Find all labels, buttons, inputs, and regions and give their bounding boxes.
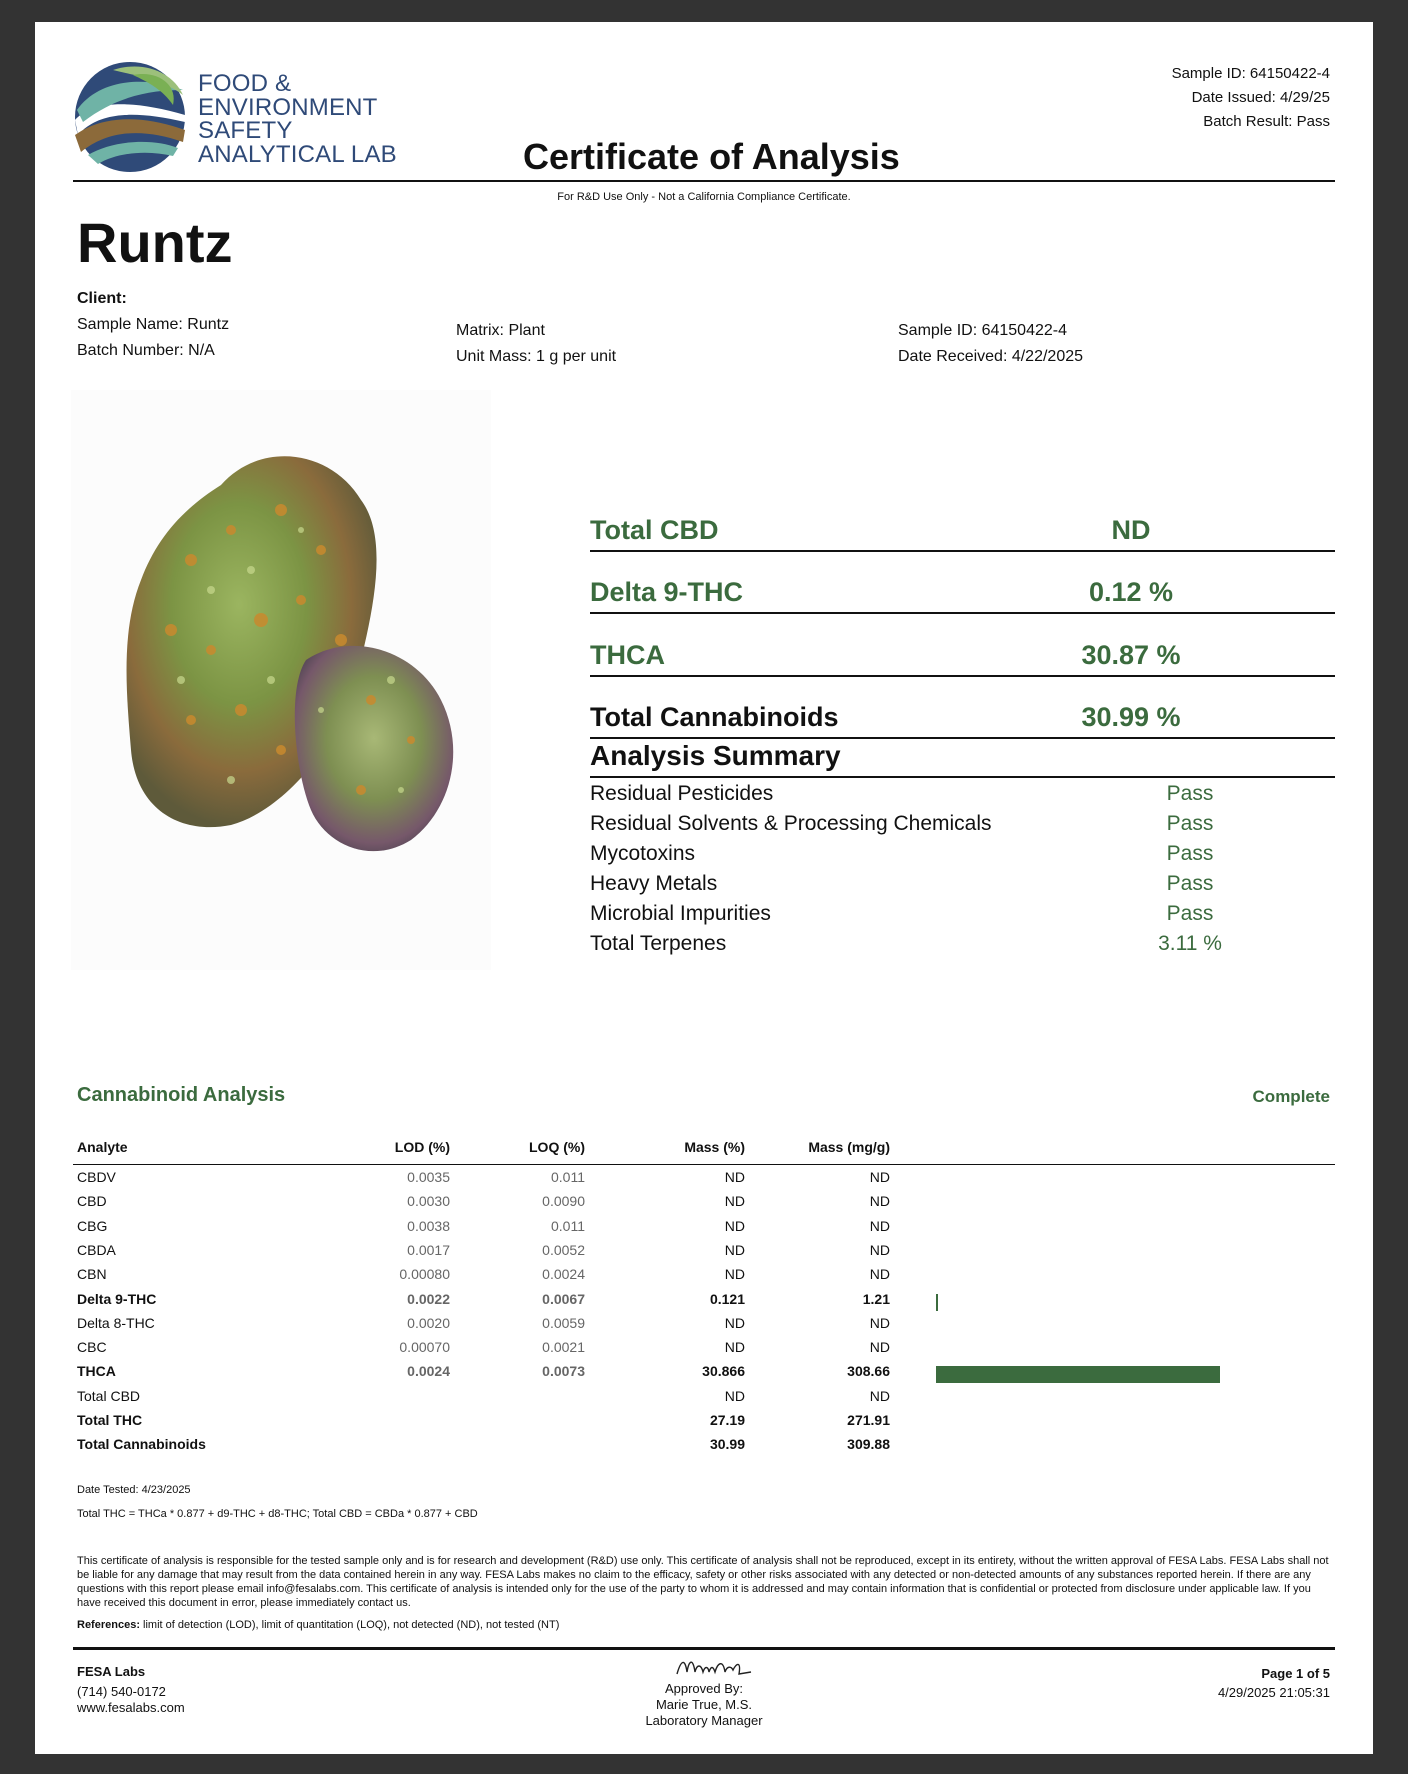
- cell-lod: 0.0035: [407, 1169, 450, 1185]
- cell-mg: 308.66: [847, 1363, 890, 1380]
- header-mg: Mass (mg/g): [808, 1139, 890, 1155]
- analysis-result: Pass: [1166, 872, 1214, 895]
- summary-label: THCA: [590, 640, 665, 670]
- analysis-result: 3.11 %: [1158, 932, 1222, 955]
- cell-analyte: CBDA: [77, 1241, 116, 1258]
- header-batch-result: Batch Result: Pass: [1203, 113, 1330, 130]
- analysis-label: Microbial Impurities: [590, 902, 771, 925]
- cell-mass: 27.19: [709, 1412, 745, 1428]
- cell-mg: ND: [869, 1241, 890, 1258]
- summary-row-delta9-thc: [590, 552, 1335, 614]
- header-loq: LOQ (%): [529, 1139, 585, 1155]
- analysis-row: [590, 902, 1335, 932]
- cell-mg: 1.21: [862, 1290, 890, 1307]
- product-name: Runtz: [77, 211, 233, 274]
- header-mass: Mass (%): [684, 1139, 745, 1155]
- fesa-logo-text: [198, 72, 397, 166]
- cannabinoid-analysis-title: Cannabinoid Analysis: [77, 1084, 286, 1106]
- summary-value: 30.87 %: [1081, 640, 1181, 670]
- batch-number: Batch Number: N/A: [77, 342, 215, 359]
- cell-analyte: CBG: [77, 1217, 108, 1234]
- table-row: [73, 1193, 1335, 1217]
- summary-value: 30.99 %: [1081, 702, 1181, 732]
- cell-lod: 0.0030: [407, 1193, 450, 1210]
- cell-analyte: Total Cannabinoids: [77, 1436, 206, 1453]
- disclaimer: For R&D Use Only - Not a California Compliance Certificate.: [557, 191, 851, 203]
- cell-lod: 0.00080: [399, 1266, 450, 1283]
- logo-line: ENVIRONMENT: [198, 93, 378, 121]
- header-divider: [73, 180, 1335, 182]
- table-row: [73, 1169, 1335, 1193]
- client-label: Client:: [77, 290, 127, 307]
- summary-label: Delta 9-THC: [590, 577, 744, 607]
- sample-id: Sample ID: 64150422-4: [898, 322, 1067, 339]
- product-image: [71, 390, 491, 970]
- cell-mass: ND: [724, 1169, 745, 1185]
- fesa-logo-icon: [73, 60, 188, 175]
- analysis-label: Mycotoxins: [590, 842, 696, 865]
- cell-mg: 309.88: [847, 1436, 890, 1453]
- coa-page: [35, 22, 1373, 1754]
- logo-line: ANALYTICAL LAB: [198, 140, 397, 168]
- table-row: [73, 1363, 1335, 1387]
- cell-loq: 0.0021: [542, 1339, 585, 1356]
- analysis-label: Residual Solvents & Processing Chemicals: [590, 812, 992, 835]
- analysis-row: [590, 932, 1335, 962]
- footer-divider: [73, 1647, 1335, 1650]
- company-name: FESA Labs: [77, 1664, 146, 1679]
- table-row: [73, 1412, 1335, 1436]
- analysis-row: [590, 812, 1335, 842]
- summary-row-thca: [590, 615, 1335, 677]
- cell-mg: ND: [869, 1314, 890, 1331]
- cell-lod: 0.0038: [407, 1217, 450, 1234]
- table-row: [73, 1266, 1335, 1290]
- cell-loq: 0.0067: [542, 1290, 585, 1307]
- header-date-issued: Date Issued: 4/29/25: [1191, 89, 1330, 106]
- cell-mg: ND: [869, 1387, 890, 1404]
- approved-by: Approved By:: [664, 1681, 744, 1696]
- summary-row-total-cannabinoids: [590, 677, 1335, 739]
- cell-lod: 0.00070: [399, 1339, 450, 1356]
- analysis-row: [590, 842, 1335, 872]
- cell-mass: ND: [724, 1217, 745, 1234]
- signature: [675, 1652, 755, 1682]
- cell-loq: 0.0024: [542, 1266, 585, 1283]
- table-header: [73, 1139, 1335, 1165]
- date-received: Date Received: 4/22/2025: [898, 348, 1084, 365]
- references-text: limit of detection (LOD), limit of quantitation (LOQ), not detected (ND), not tested (NT): [139, 1619, 560, 1631]
- table-row: [73, 1315, 1335, 1339]
- cell-loq: 0.0059: [542, 1314, 585, 1331]
- logo-line: SAFETY: [198, 117, 293, 144]
- references-label: References:: [77, 1619, 140, 1631]
- cell-analyte: CBDV: [77, 1169, 116, 1185]
- cell-analyte: Delta 9-THC: [77, 1290, 157, 1307]
- cell-mass: ND: [724, 1193, 745, 1210]
- cannabis-flower-icon: [71, 390, 491, 970]
- cell-mass: 0.121: [709, 1290, 745, 1307]
- cell-analyte: THCA: [77, 1363, 116, 1380]
- signature-icon: [675, 1652, 755, 1682]
- unit-mass: Unit Mass: 1 g per unit: [456, 348, 617, 365]
- cell-lod: 0.0017: [407, 1241, 450, 1258]
- matrix: Matrix: Plant: [456, 322, 545, 339]
- formula-note: Total THC = THCa * 0.877 + d9-THC + d8-THC; Total CBD = CBDa * 0.877 + CBD: [77, 1508, 478, 1520]
- concentration-bar: [936, 1294, 938, 1311]
- cell-mass: ND: [724, 1339, 745, 1356]
- header-lod: LOD (%): [394, 1139, 450, 1155]
- cell-loq: 0.011: [551, 1169, 585, 1185]
- cell-loq: 0.0090: [542, 1193, 585, 1210]
- analysis-summary-divider: [590, 776, 1335, 778]
- company-phone: (714) 540-0172: [77, 1684, 166, 1699]
- summary-value: 0.12 %: [1088, 577, 1174, 607]
- footer-timestamp: 4/29/2025 21:05:31: [1217, 1685, 1330, 1700]
- cell-analyte: Delta 8-THC: [77, 1314, 155, 1331]
- analysis-row: [590, 872, 1335, 902]
- cell-analyte: CBN: [77, 1266, 107, 1283]
- fesa-logo: [73, 60, 397, 178]
- cell-mass: ND: [724, 1241, 745, 1258]
- summary-label: Total Cannabinoids: [590, 702, 839, 732]
- summary-row-total-cbd: [590, 490, 1335, 552]
- summary-label: Total CBD: [590, 515, 719, 545]
- cell-mg: ND: [869, 1217, 890, 1234]
- cell-analyte: CBD: [77, 1193, 107, 1210]
- page-number: Page 1 of 5: [1261, 1666, 1330, 1681]
- cell-mg: ND: [869, 1266, 890, 1283]
- client-info-middle: [456, 318, 616, 370]
- analysis-result: Pass: [1166, 902, 1214, 925]
- footer-page-info: [1218, 1664, 1330, 1702]
- analysis-summary-title: Analysis Summary: [590, 740, 841, 771]
- cell-lod: 0.0020: [407, 1314, 450, 1331]
- cell-mass: 30.99: [709, 1436, 745, 1453]
- cell-mass: ND: [724, 1387, 745, 1404]
- client-info-left: [77, 286, 229, 364]
- sample-name: Sample Name: Runtz: [77, 316, 230, 333]
- cell-loq: 0.0052: [542, 1241, 585, 1258]
- status-badge: Complete: [1252, 1087, 1330, 1106]
- table-row: [73, 1218, 1335, 1242]
- logo-line: FOOD &: [198, 70, 292, 97]
- table-row: [73, 1291, 1335, 1315]
- cell-mass: 30.866: [702, 1363, 745, 1380]
- table-row: [73, 1339, 1335, 1363]
- analysis-row: [590, 782, 1335, 812]
- summary-value: ND: [1111, 515, 1151, 545]
- analysis-result: Pass: [1166, 782, 1214, 805]
- analysis-label: Heavy Metals: [590, 872, 718, 895]
- date-tested: Date Tested: 4/23/2025: [77, 1484, 191, 1496]
- table-row: [73, 1436, 1335, 1460]
- cell-analyte: Total THC: [77, 1412, 143, 1428]
- cell-mg: ND: [869, 1169, 890, 1185]
- legal-text: This certificate of analysis is responsible for the tested sample only and is for research and development (R&D) use only. This certificate of analysis shall not be reproduced, except in its entirety, without the written approval of FESA Labs. FESA Labs shall not be liable for any damage that may result from the data contained herein in any way. FESA Labs makes no claim to the efficacy, safety or other risks associated with any detected or non-detected amounts of any substances reported herein. If there are any questions with this report please email info@fesalabs.com. This certificate of analysis is intended only for the use of the party to whom it is addressed and may contain information that is confidential or protected from disclosure under applicable law. If you have received this document in error, please immediately contact us.: [77, 1555, 1329, 1609]
- analysis-result: Pass: [1166, 812, 1214, 835]
- cell-analyte: CBC: [77, 1339, 107, 1356]
- footer-company: [77, 1664, 185, 1716]
- company-website[interactable]: www.fesalabs.com: [77, 1700, 185, 1715]
- cell-analyte: Total CBD: [77, 1387, 141, 1404]
- header-sample-id: Sample ID: 64150422-4: [1171, 65, 1330, 82]
- header-meta: [1172, 62, 1330, 134]
- references: [77, 1619, 559, 1631]
- page-title: Certificate of Analysis: [523, 136, 900, 177]
- concentration-bar: [936, 1366, 1220, 1383]
- analysis-label: Total Terpenes: [590, 932, 727, 955]
- cell-lod: 0.0022: [407, 1290, 450, 1307]
- table-row: [73, 1242, 1335, 1266]
- cell-mg: 271.91: [847, 1412, 890, 1428]
- table-row: [73, 1388, 1335, 1412]
- approver-title: Laboratory Manager: [645, 1713, 763, 1728]
- cell-loq: 0.011: [551, 1217, 585, 1234]
- analysis-label: Residual Pesticides: [590, 782, 774, 805]
- cell-loq: 0.0073: [542, 1363, 585, 1380]
- analysis-result: Pass: [1166, 842, 1214, 865]
- cell-mass: ND: [724, 1266, 745, 1283]
- footer-approval: [604, 1681, 804, 1729]
- cell-lod: 0.0024: [407, 1363, 450, 1380]
- header-analyte: Analyte: [77, 1139, 128, 1155]
- cell-mass: ND: [724, 1314, 745, 1331]
- client-info-right: [898, 318, 1083, 370]
- cell-mg: ND: [869, 1193, 890, 1210]
- cell-mg: ND: [869, 1339, 890, 1356]
- approver-name: Marie True, M.S.: [655, 1697, 753, 1712]
